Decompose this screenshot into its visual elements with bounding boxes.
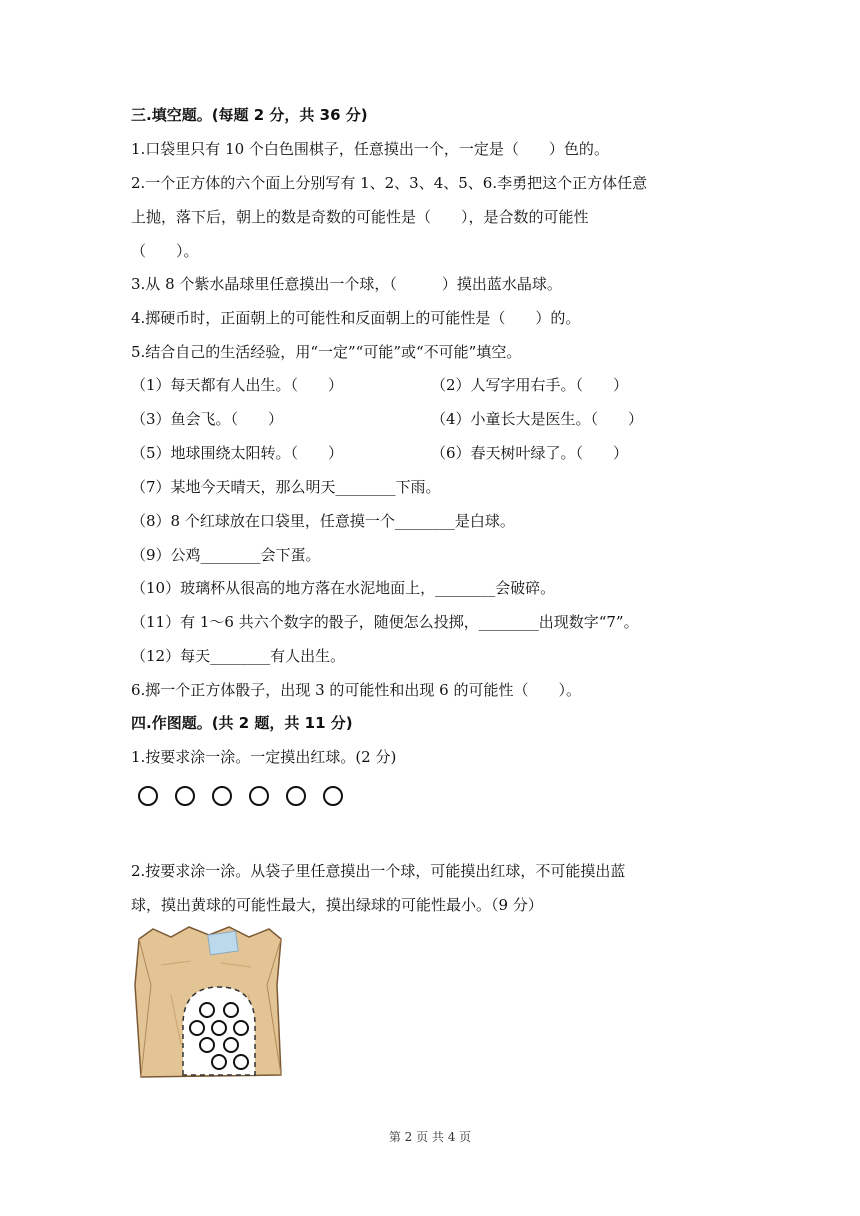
ball-circles-row: [138, 786, 360, 810]
bag-ball: [200, 1038, 214, 1052]
bag-ball: [212, 1055, 226, 1069]
q5-item-8: （8）8 个红球放在口袋里，任意摸一个________是白球。: [131, 512, 515, 530]
question-3-4: 4.掷硬币时，正面朝上的可能性和反面朝上的可能性是（ ）的。: [131, 309, 581, 327]
ball-circle[interactable]: [323, 786, 343, 806]
paper-bag-illustration: [131, 925, 286, 1083]
section4-title: 四.作图题。(共 2 题，共 11 分): [131, 714, 353, 732]
question-4-2-line2: 球，摸出黄球的可能性最大，摸出绿球的可能性最小。（9 分）: [131, 896, 543, 914]
q5-item-2: （2）人写字用右手。（ ）: [431, 376, 629, 394]
q5-item-3: （3）鱼会飞。（ ）: [131, 410, 284, 428]
q5-item-5: （5）地球围绕太阳转。（ ）: [131, 444, 344, 462]
bag-ball: [200, 1003, 214, 1017]
page-footer: 第 2 页 共 4 页: [388, 1130, 472, 1144]
bag-ball: [234, 1055, 248, 1069]
question-3-2-line3: （ ）。: [131, 242, 199, 260]
q5-item-7: （7）某地今天晴天，那么明天________下雨。: [131, 478, 441, 496]
q5-item-1: （1）每天都有人出生。（ ）: [131, 376, 344, 394]
q5-item-9: （9）公鸡________会下蛋。: [131, 546, 321, 564]
question-3-3: 3.从 8 个紫水晶球里任意摸出一个球，（ ）摸出蓝水晶球。: [131, 275, 562, 293]
q5-item-6: （6）春天树叶绿了。（ ）: [431, 444, 629, 462]
bag-ball: [224, 1038, 238, 1052]
question-3-5: 5.结合自己的生活经验，用“一定”“可能”或“不可能”填空。: [131, 343, 522, 361]
q5-item-12: （12）每天________有人出生。: [131, 647, 346, 665]
bag-ball: [224, 1003, 238, 1017]
question-3-1: 1.口袋里只有 10 个白色围棋子，任意摸出一个，一定是（ ）色的。: [131, 140, 609, 158]
question-3-2-line2: 上抛，落下后，朝上的数是奇数的可能性是（ ），是合数的可能性: [131, 208, 589, 226]
bag-ball: [190, 1021, 204, 1035]
bag-ball: [212, 1021, 226, 1035]
ball-circle[interactable]: [138, 786, 158, 806]
q5-item-4: （4）小童长大是医生。（ ）: [431, 410, 644, 428]
section3-title: 三.填空题。(每题 2 分，共 36 分): [131, 106, 368, 124]
question-3-2-line1: 2.一个正方体的六个面上分别写有 1、2、3、4、5、6.李勇把这个正方体任意: [131, 174, 648, 192]
question-4-1: 1.按要求涂一涂。一定摸出红球。(2 分): [131, 748, 397, 766]
question-3-6: 6.掷一个正方体骰子，出现 3 的可能性和出现 6 的可能性（ ）。: [131, 681, 581, 699]
q5-item-11: （11）有 1～6 共六个数字的骰子，随便怎么投掷，________出现数字“7”。: [131, 613, 639, 631]
ball-circle[interactable]: [212, 786, 232, 806]
ball-circle[interactable]: [175, 786, 195, 806]
bag-ball: [234, 1021, 248, 1035]
question-4-2-line1: 2.按要求涂一涂。从袋子里任意摸出一个球，可能摸出红球，不可能摸出蓝: [131, 862, 626, 880]
ball-circle[interactable]: [249, 786, 269, 806]
q5-item-10: （10）玻璃杯从很高的地方落在水泥地面上，________会破碎。: [131, 579, 556, 597]
ball-circle[interactable]: [286, 786, 306, 806]
